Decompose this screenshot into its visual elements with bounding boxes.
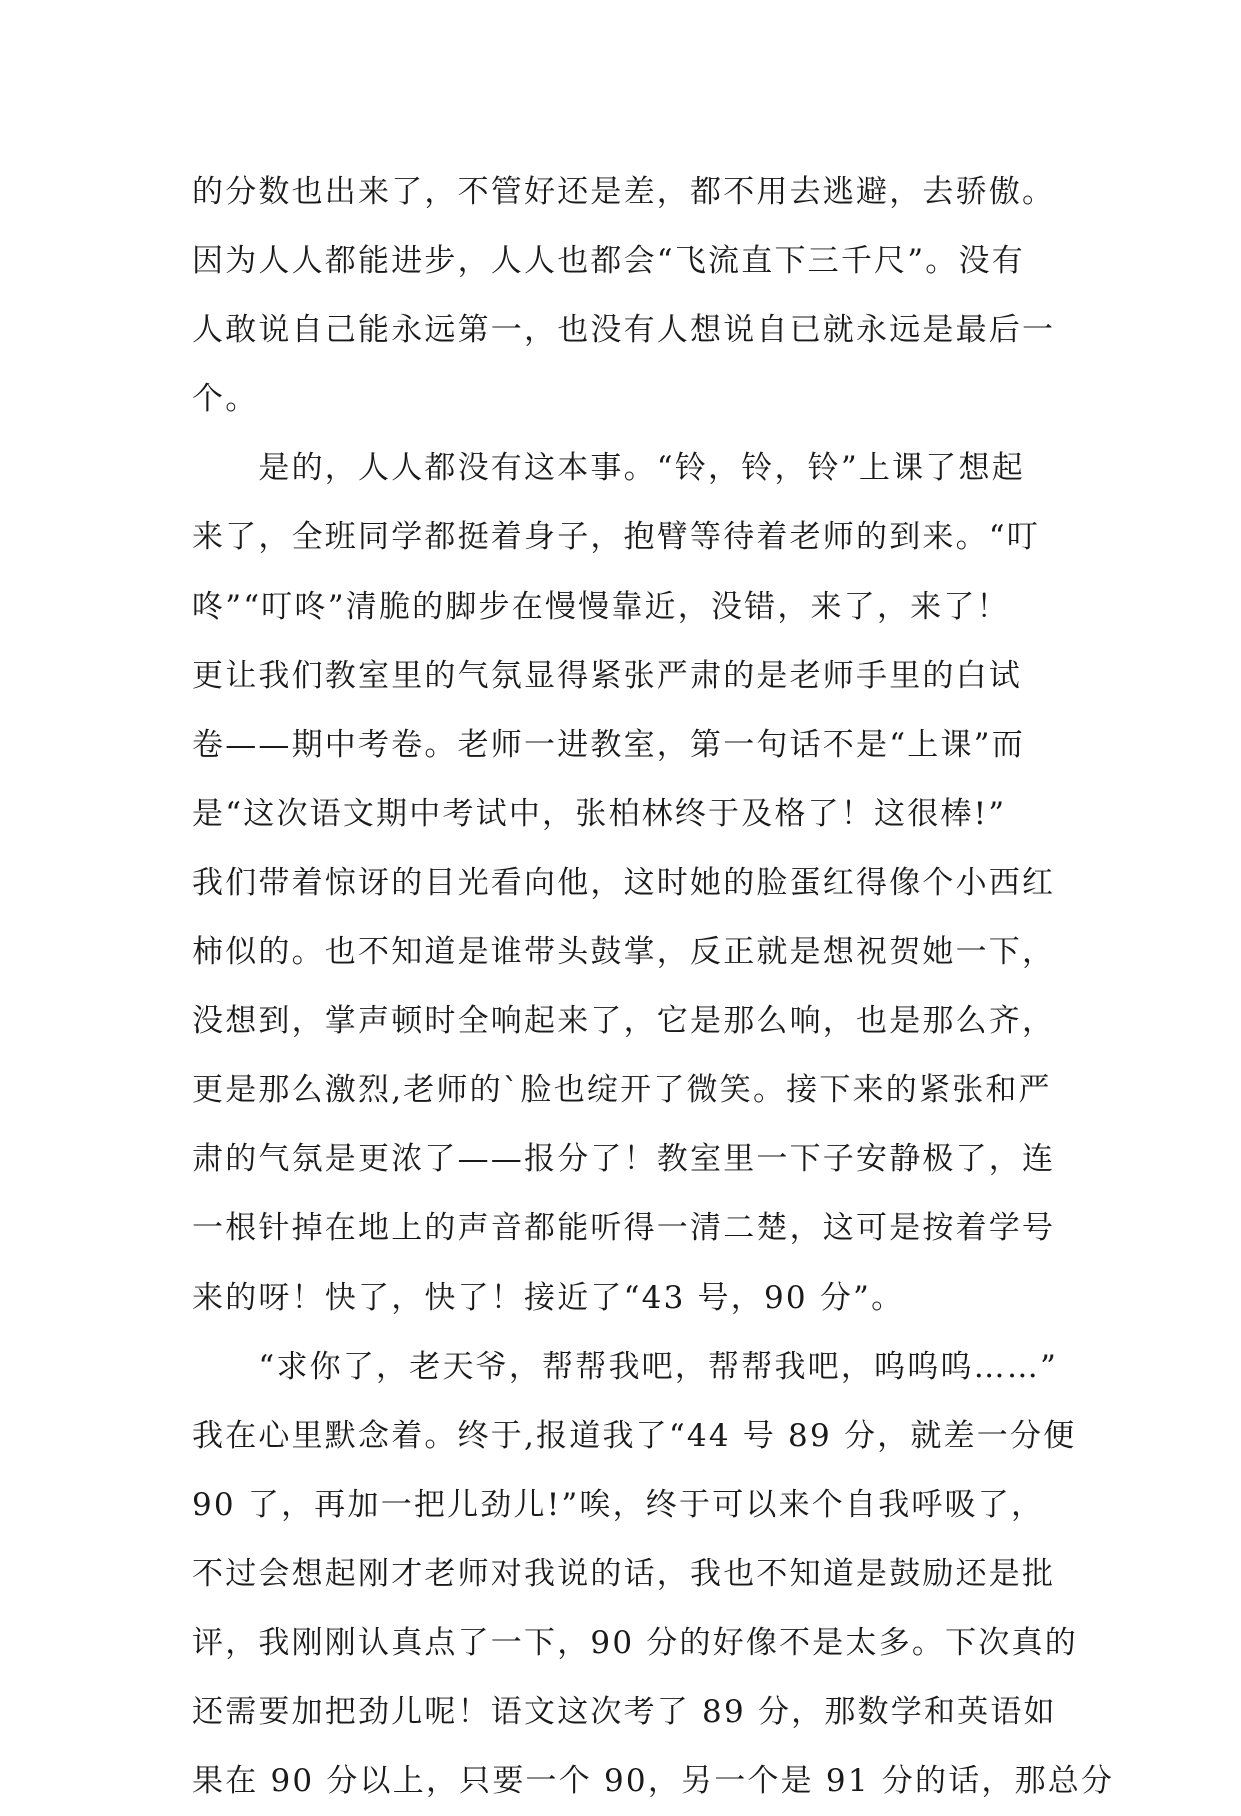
text-line: 咚”“叮咚”清脆的脚步在慢慢靠近，没错，来了，来了！ xyxy=(192,588,1010,625)
text-line: 来了，全班同学都挺着身子，抱臂等待着老师的到来。“叮 xyxy=(192,519,1041,556)
text-line: 来的呀！快了，快了！接近了“43 号，90 分”。 xyxy=(192,1279,905,1316)
text-line: 没想到，掌声顿时全响起来了，它是那么响，也是那么齐， xyxy=(192,1003,1056,1040)
text-line: 是的，人人都没有这本事。“铃，铃，铃”上课了想起 xyxy=(192,450,1025,487)
text-line: 90 了，再加一把儿劲儿!”唉，终于可以来个自我呼吸了， xyxy=(192,1486,1045,1523)
text-line: 是“这次语文期中考试中，张柏林终于及格了！这很棒!” xyxy=(192,795,1007,832)
text-line: 更是那么激烈,老师的`脸也绽开了微笑。接下来的紧张和严 xyxy=(192,1072,1052,1109)
text-line: 肃的气氛是更浓了——报分了！教室里一下子安静极了，连 xyxy=(192,1141,1056,1178)
text-line: 柿似的。也不知道是谁带头鼓掌，反正就是想祝贺她一下， xyxy=(192,934,1056,971)
text-line: 更让我们教室里的气氛显得紧张严肃的是老师手里的白试 xyxy=(192,657,1022,694)
text-line: 评，我刚刚认真点了一下，90 分的好像不是太多。下次真的 xyxy=(192,1624,1078,1661)
text-line: 我们带着惊讶的目光看向他，这时她的脸蛋红得像个小西红 xyxy=(192,864,1056,901)
essay-body xyxy=(192,158,1115,1816)
text-line: 一根针掉在地上的声音都能听得一清二楚，这可是按着学号 xyxy=(192,1210,1056,1247)
text-line: 的分数也出来了，不管好还是差，都不用去逃避，去骄傲。 xyxy=(192,174,1056,210)
text-line: 因为人人都能进步，人人也都会“飞流直下三千尺”。没有 xyxy=(192,243,1025,280)
text-line: 个。 xyxy=(192,381,259,418)
text-line: 人敢说自己能永远第一，也没有人想说自已就永远是最后一 xyxy=(192,312,1056,349)
text-line: 还需要加把劲儿呢！语文这次考了 89 分，那数学和英语如 xyxy=(192,1694,1057,1731)
text-line: 果在 90 分以上，只要一个 90，另一个是 91 分的话，那总分 xyxy=(192,1763,1115,1800)
text-line: 不过会想起刚才老师对我说的话，我也不知道是鼓励还是批 xyxy=(192,1555,1056,1592)
text-line: “求你了，老天爷，帮帮我吧，帮帮我吧，呜呜呜……” xyxy=(192,1348,1059,1385)
text-line: 卷——期中考卷。老师一进教室，第一句话不是“上课”而 xyxy=(192,726,1025,763)
text-line: 我在心里默念着。终于,报道我了“44 号 89 分，就差一分便 xyxy=(192,1417,1077,1454)
